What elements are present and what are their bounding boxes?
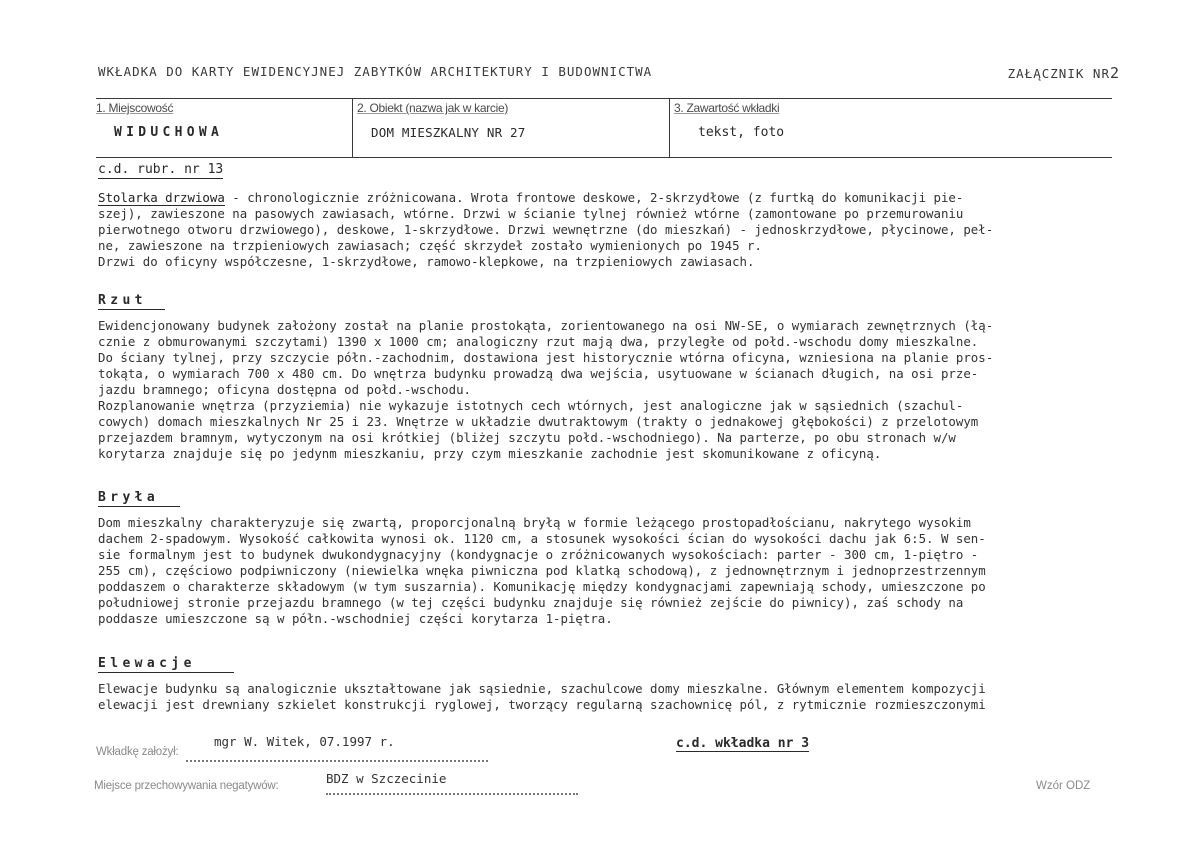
carpentry-line: Drzwi do oficyny współczesne, 1-skrzydłowe, ramowo-klepkowe, na trzpieniowych zawiasach.: [98, 254, 755, 269]
plan-line: Rozplanowanie wnętrza (przyziemia) nie wykazuje istotnych cech wtórnych, jest analogiczne jak w sąsiednich (szachul-: [98, 398, 964, 413]
mass-heading: Bryła: [98, 490, 160, 505]
prepared-by-label: Wkładkę założył:: [96, 746, 179, 758]
elevations-paragraph: [98, 681, 1118, 713]
prepared-by-dotted-line: [186, 760, 488, 762]
elevations-heading-rule: [98, 672, 234, 673]
plan-line: cznie z obmurowanymi szczytami) 1390 x 1000 cm; analogiczny rzut mają dwa, przyległe od połd.-wschodu domy mieszkalne.: [98, 334, 979, 349]
elevations-line: Elewacje budynku są analogicznie ukształtowane jak sąsiednie, szachulcowe domy mieszkalne. Głównym elementem kompozycji: [98, 681, 986, 696]
object-value: DOM MIESZKALNY NR 27: [371, 125, 526, 140]
place-value: WIDUCHOWA: [114, 125, 224, 140]
mass-line: poddasze umieszczone są w półn.-wschodniej części korytarza 1-piętra.: [98, 611, 613, 626]
rubric-continuation: c.d. rubr. nr 13: [98, 162, 224, 177]
mass-paragraph: [98, 515, 1118, 627]
elevations-line: elewacji jest drewniany szkielet konstrukcji ryglowej, tworzący regularną szachownicę pól, z rytmicznie rozmieszczonymi: [98, 697, 986, 712]
plan-line: cowych) domach mieszkalnych Nr 25 i 23. Wnętrze w układzie dwutraktowym (trakty o jednakowej głębokości) z przelotowym: [98, 414, 979, 429]
prepared-by-value: mgr W. Witek, 07.1997 r.: [214, 734, 395, 749]
form-model-label: Wzór ODZ: [1036, 780, 1091, 792]
object-cell: [352, 99, 669, 157]
negatives-dotted-line: [326, 793, 578, 795]
plan-heading-rule: [98, 309, 165, 310]
plan-paragraph: [98, 318, 1118, 462]
plan-line: korytarza znajduje się po jedynm mieszkaniu, przy czym mieszkanie zachodnie jest skomunikowane z oficyną.: [98, 446, 882, 461]
continuation-note: c.d. wkładka nr 3: [676, 736, 810, 751]
carpentry-paragraph: [98, 190, 1118, 270]
place-label: 1. Miejscowość: [96, 101, 174, 115]
mass-line: poddaszem o charakterze składowym (w tym suszarnia). Komunikację między kondygnacjami zapewniają schody, umieszczone po: [98, 579, 986, 594]
carpentry-line: ne, zawieszone na trzpieniowych zawiasach; część skrzydeł zostało wymienionych po 1945 r.: [98, 238, 762, 253]
plan-line: Do ściany tylnej, przy szczycie półn.-zachodnim, dostawiona jest historycznie wtórna oficyna, wzniesiona na planie pros-: [98, 350, 994, 365]
carpentry-line: pierwotnego otworu drzwiowego), deskowe, 1-skrzydłowe. Drzwi wewnętrzne (do mieszkań) - jednoskrzydłowe, płycinowe, peł-: [98, 222, 994, 237]
plan-line: tokąta, o wymiarach 700 x 480 cm. Do wnętrza budynku prowadzą dwa wejścia, usytuowane w ścianach długich, na osi prze-: [98, 366, 979, 381]
mass-heading-rule: [98, 506, 180, 507]
carpentry-lead: Stolarka drzwiowa: [98, 190, 225, 205]
plan-line: Ewidencjonowany budynek założony został na planie prostokąta, zorientowanego na osi NW-SE, o wymiarach zewnętrznych (łą-: [98, 318, 994, 333]
object-info-table: [96, 98, 1112, 158]
content-value: tekst, foto: [698, 125, 785, 140]
attachment-number-value: 2: [1109, 64, 1119, 82]
object-label: 2. Obiekt (nazwa jak w karcie): [357, 101, 509, 115]
attachment-number: [1008, 64, 1119, 82]
content-label: 3. Zawartość wkładki: [674, 101, 780, 115]
carpentry-line-text: - chronologicznie zróżnicowana. Wrota frontowe deskowe, 2-skrzydłowe (z furtką do komunikacji pie-: [224, 190, 964, 205]
plan-heading: Rzut: [98, 293, 147, 308]
carpentry-line: [98, 190, 1118, 206]
document-title: WKŁADKA DO KARTY EWIDENCYJNEJ ZABYTKÓW ARCHITEKTURY I BUDOWNICTWA: [98, 64, 653, 79]
mass-line: południowej stronie przejazdu bramnego (w tej części budynku znajduje się również zejście do piwnicy), zaś schody na: [98, 595, 964, 610]
carpentry-line: szej), zawieszone na pasowych zawiasach, wtórne. Drzwi w ścianie tylnej również wtórne (zamontowane po przemurowaniu: [98, 206, 964, 221]
negatives-location-value: BDZ w Szczecinie: [326, 771, 447, 786]
mass-line: dachem 2-spadowym. Wysokość całkowita wynosi ok. 1120 cm, a stosunek wysokości ścian do wysokości dachu jak 6:5. W sen-: [98, 531, 986, 546]
mass-line: sie formalnym jest to budynek dwukondygnacyjny (kondygnacje o zróżnicowanych wysokościach: parter - 300 cm, 1-piętro -: [98, 547, 979, 562]
place-cell: [96, 99, 352, 157]
elevations-heading: Elewacje: [98, 656, 196, 671]
mass-line: Dom mieszkalny charakteryzuje się zwartą, proporcjonalną bryłą w formie leżącego prostopadłościanu, nakrytego wysokim: [98, 515, 971, 530]
plan-line: jazdu bramnego; oficyna dostępna od połd.-wschodu.: [98, 382, 471, 397]
content-cell: [669, 99, 1112, 157]
mass-line: 255 cm), częściowo podpiwniczony (niewielka wnęka piwniczna pod klatką schodową), z jednownętrznym i jednoprzestrzennym: [98, 563, 986, 578]
attachment-label: ZAŁĄCZNIK NR: [1007, 66, 1110, 81]
negatives-location-label: Miejsce przechowywania negatywów:: [94, 780, 279, 792]
plan-line: przejazdem bramnym, wytyczonym na osi krótkiej (bliżej szczytu połd.-wschodniego). Na parterze, po obu stronach w/w: [98, 430, 956, 445]
